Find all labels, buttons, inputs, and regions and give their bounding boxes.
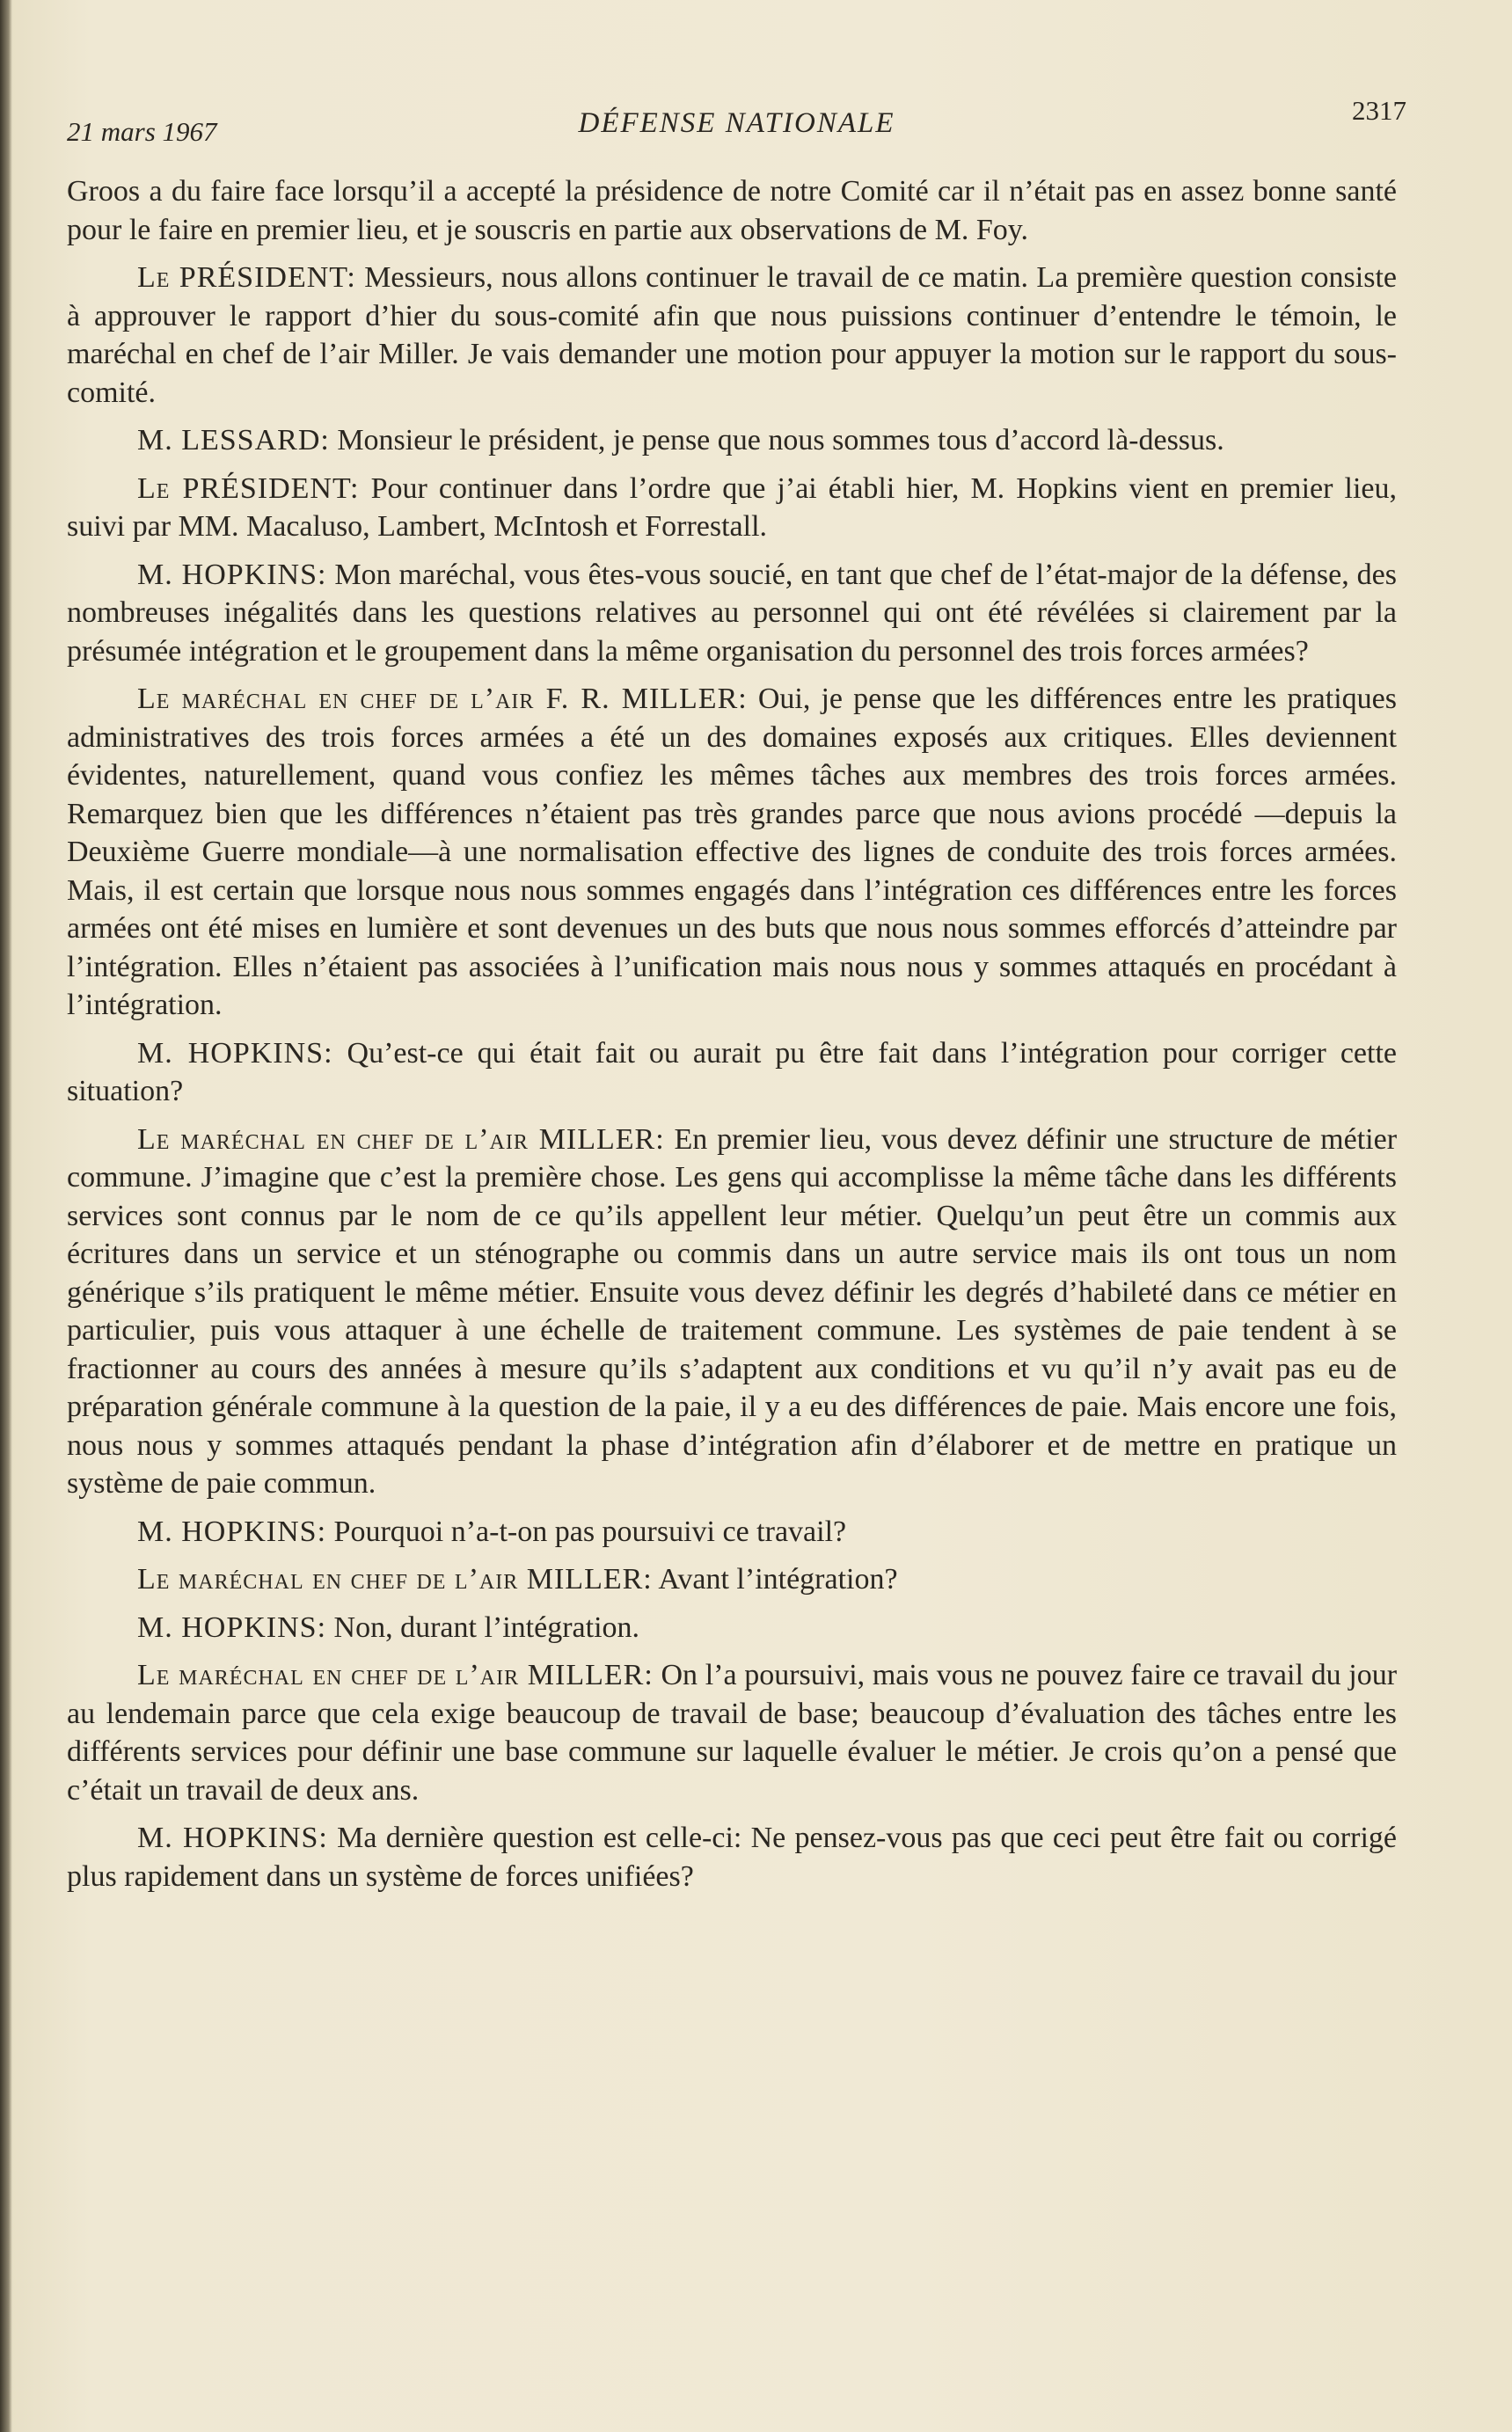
speaker-name: Le PRÉSIDENT:: [137, 261, 356, 294]
paragraph: [67, 680, 1397, 1025]
paragraph-text: On l’a poursuivi, mais vous ne pouvez faire ce travail du jour au lendemain parce que cela exige beaucoup de travail de base; beaucoup d’évaluation des tâches entre les différents services pour définir une base commune sur laquelle évaluer le métier. Je crois qu’on a pensé que c’était un travail de deux ans.: [67, 1659, 1398, 1807]
paragraph-text: Ma dernière question est celle-ci: Ne pensez-vous pas que ceci peut être fait ou corrigé plus rapidement dans un système de forces unifiées?: [67, 1822, 1397, 1893]
header-date: 21 mars 1967: [67, 116, 217, 147]
paragraph-text: Mon maréchal, vous êtes-vous soucié, en tant que chef de l’état-major de la défense, des nombreuses inégalités dans les questions relatives au personnel qui ont été révélées si clairement par la présumée intégration et le groupement dans la même organisation du personnel des trois forces armées?: [67, 558, 1397, 668]
speaker-name: M. HOPKINS:: [137, 1036, 333, 1070]
paragraph: [67, 1560, 1397, 1599]
paragraph-text: Non, durant l’intégration.: [333, 1610, 640, 1644]
paragraph: [67, 470, 1397, 546]
paragraph-text: En premier lieu, vous devez définir une structure de métier commune. J’imagine que c’est la première chose. Les gens qui accomplisse la même tâche dans les différents services sont connus par le nom de ce qu’ils appellent leur métier. Quelqu’un peut être un commis aux écritures dans un service et un sténographe ou commis dans un autre service mais ils ont tous un nom générique s’ils pratiquent le même métier. Ensuite vous devez définir les degrés d’habileté dans ce métier en particulier, puis vous attaquer à une échelle de traitement commune. Les systèmes de paie tendent à se fractionner au cours des années à mesure qu’ils s’adaptent aux conditions et vu qu’il n’y avait pas eu de préparation générale commune à la question de la paie, il y a eu des différences de paie. Mais encore une fois, nous nous y sommes attaqués pendant la phase d’intégration afin d’élaborer et de mettre en pratique un système de paie commun.: [67, 1122, 1398, 1500]
speaker-name: M. HOPKINS:: [137, 1515, 327, 1548]
paragraph: [67, 1819, 1397, 1895]
speaker-name: Le maréchal en chef de l’air MILLER:: [137, 1659, 654, 1691]
paragraph: [67, 1609, 1397, 1647]
speaker-name: M. HOPKINS:: [137, 1610, 327, 1644]
speaker-name: Le maréchal en chef de l’air MILLER:: [137, 1122, 665, 1156]
paragraph: [67, 1121, 1397, 1503]
page-number: 2317: [1352, 95, 1406, 126]
paragraph-text: Groos a du faire face lorsqu’il a accepté la présidence de notre Comité car il n’était pas en assez bonne santé pour le faire en premier lieu, et je souscris en partie aux observations de M. Foy.: [67, 175, 1397, 246]
paragraph-text: Avant l’intégration?: [658, 1563, 898, 1596]
speaker-name: Le maréchal en chef de l’air MILLER:: [137, 1563, 653, 1596]
paragraph: [67, 1034, 1397, 1111]
transcript-body: [67, 172, 1397, 1905]
paragraph-text: Qu’est-ce qui était fait ou aurait pu être fait dans l’intégration pour corriger cette situation?: [67, 1036, 1397, 1107]
page-binding-shadow: [0, 0, 12, 2432]
paragraph: [67, 1513, 1397, 1552]
speaker-name: M. HOPKINS:: [137, 558, 327, 591]
speaker-name: Le maréchal en chef de l’air F. R. MILLER:: [137, 683, 748, 715]
page-header: [67, 95, 1406, 148]
speaker-name: Le PRÉSIDENT:: [137, 471, 360, 505]
paragraph: [67, 556, 1397, 671]
paragraph-text: Oui, je pense que les différences entre les pratiques administratives des trois forces armées a été un des domaines exposés aux critiques. Elles deviennent évidentes, naturellement, quand vous confiez les mêmes tâches aux membres des trois forces armées. Remarquez bien que les différences n’étaient pas très grandes parce que nous avions procédé —depuis la Deuxième Guerre mondiale—à une normalisation effective des lignes de conduite des trois forces armées. Mais, il est certain que lorsque nous nous sommes engagés dans l’intégration ces différences entre les forces armées ont été mises en lumière et sont devenues un des buts que nous nous sommes efforcés d’atteindre par l’intégration. Elles n’étaient pas associées à l’unification mais nous nous y sommes attaqués en procédant à l’intégration.: [67, 683, 1397, 1021]
paragraph-text: Pourquoi n’a-t-on pas poursuivi ce travail?: [333, 1515, 847, 1548]
paragraph: [67, 421, 1397, 460]
speaker-name: M. HOPKINS:: [137, 1822, 328, 1854]
paragraph-text: Messieurs, nous allons continuer le travail de ce matin. La première question consiste à approuver le rapport d’hier du sous-comité afin que nous puissions continuer d’entendre le témoin, le maréchal en chef de l’air Miller. Je vais demander une motion pour appuyer la motion sur le rapport du sous-comité.: [67, 261, 1397, 409]
paragraph: [67, 1656, 1397, 1809]
speaker-name: M. LESSARD:: [137, 424, 330, 456]
paragraph-text: Pour continuer dans l’ordre que j’ai établi hier, M. Hopkins vient en premier lieu, suivi par MM. Macaluso, Lambert, McIntosh et Forrestall.: [67, 471, 1398, 543]
paragraph-text: Monsieur le président, je pense que nous sommes tous d’accord là-dessus.: [337, 424, 1224, 456]
paragraph: [67, 259, 1397, 412]
paragraph-continuation: [67, 172, 1397, 249]
header-title: DÉFENSE NATIONALE: [578, 107, 895, 139]
